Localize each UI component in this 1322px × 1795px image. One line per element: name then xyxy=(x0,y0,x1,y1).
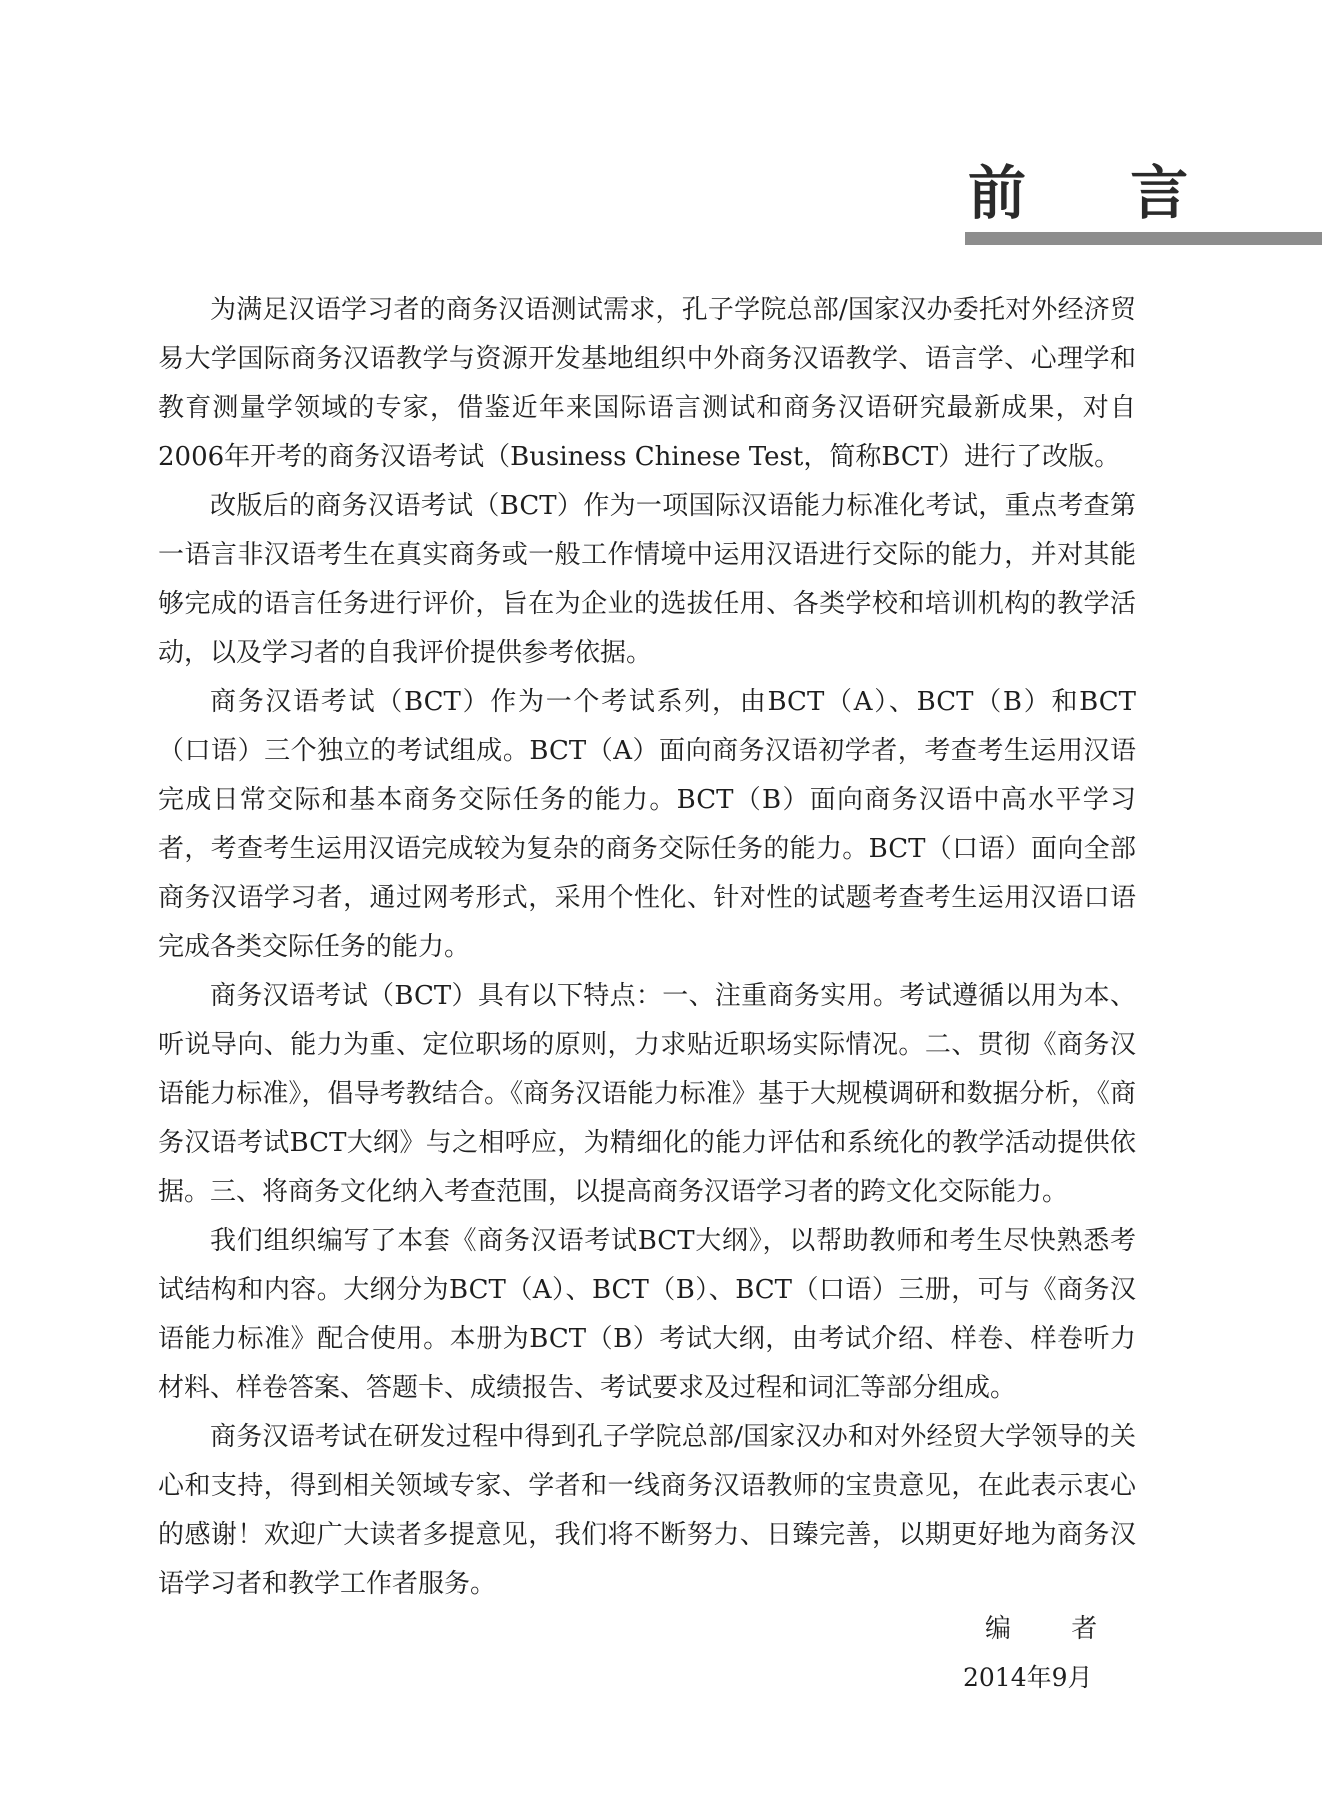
preface-date: 2014年9月 xyxy=(963,1663,1093,1692)
paragraph: 改版后的商务汉语考试（BCT）作为一项国际汉语能力标准化考试，重点考查第一语言非汉语考生在真实商务或一般工作情境中运用汉语进行交际的能力，并对其能够完成的语言任务进行评价，旨在为企业的选拔任用、各类学校和培训机构的教学活动，以及学习者的自我评价提供参考依据。 xyxy=(158,491,1136,668)
paragraph: 为满足汉语学习者的商务汉语测试需求，孔子学院总部/国家汉办委托对外经济贸易大学国际商务汉语教学与资源开发基地组织中外商务汉语教学、语言学、心理学和教育测量学领域的专家，借鉴近年来国际语言测试和商务汉语研究最新成果，对自2006年开考的商务汉语考试（Business Chinese Test，简称BCT）进行了改版。 xyxy=(158,295,1136,472)
paragraph: 商务汉语考试在研发过程中得到孔子学院总部/国家汉办和对外经贸大学领导的关心和支持，得到相关领域专家、学者和一线商务汉语教师的宝贵意见，在此表示衷心的感谢！欢迎广大读者多提意见，我们将不断努力、日臻完善，以期更好地为商务汉语学习者和教学工作者服务。 xyxy=(158,1422,1136,1599)
page-title: 前 言 xyxy=(968,159,1231,227)
title-underline-bar xyxy=(965,232,1322,245)
author-signature: 编 者 xyxy=(985,1614,1124,1644)
paragraph: 我们组织编写了本套《商务汉语考试BCT大纲》，以帮助教师和考生尽快熟悉考试结构和内容。大纲分为BCT（A）、BCT（B）、BCT（口语）三册，可与《商务汉语能力标准》配合使用。本册为BCT（B）考试大纲，由考试介绍、样卷、样卷听力材料、样卷答案、答题卡、成绩报告、考试要求及过程和词汇等部分组成。 xyxy=(158,1226,1136,1403)
paragraph: 商务汉语考试（BCT）作为一个考试系列，由BCT（A）、BCT（B）和BCT（口语）三个独立的考试组成。BCT（A）面向商务汉语初学者，考查考生运用汉语完成日常交际和基本商务交际任务的能力。BCT（B）面向商务汉语中高水平学习者，考查考生运用汉语完成较为复杂的商务交际任务的能力。BCT（口语）面向全部商务汉语学习者，通过网考形式，采用个性化、针对性的试题考查考生运用汉语口语完成各类交际任务的能力。 xyxy=(158,687,1136,962)
preface-body xyxy=(158,286,1136,1609)
paragraph: 商务汉语考试（BCT）具有以下特点：一、注重商务实用。考试遵循以用为本、听说导向、能力为重、定位职场的原则，力求贴近职场实际情况。二、贯彻《商务汉语能力标准》，倡导考教结合。《商务汉语能力标准》基于大规模调研和数据分析，《商务汉语考试BCT大纲》与之相呼应，为精细化的能力评估和系统化的教学活动提供依据。三、将商务文化纳入考查范围，以提高商务汉语学习者的跨文化交际能力。 xyxy=(158,981,1136,1207)
